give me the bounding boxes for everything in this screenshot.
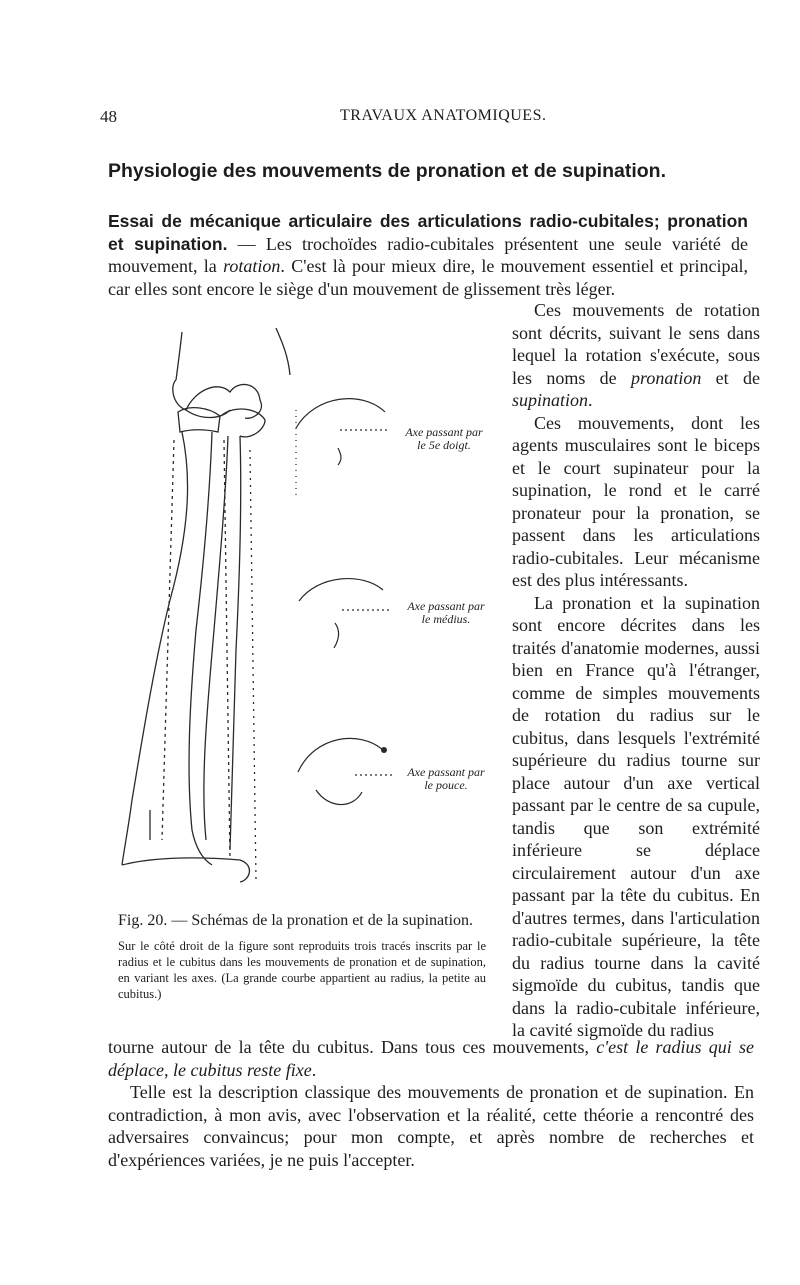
right-column-text — [512, 299, 760, 1042]
forearm-bones-drawing — [122, 328, 296, 882]
trace-5th-finger-large-arc — [296, 399, 385, 428]
right-paragraph-2: Ces mouvements, dont les agents musculaires sont le biceps et le court supinateur pour la supination, le rond et le carré pronateur pour la pronation, se passent dans les articulations radio-cubitales. Leur mécanisme est des plus intéressants. — [512, 412, 760, 590]
intro-bold-heading: Essai de mécanique articulaire des articulations radio-cubitales; pronation et supination. — [108, 211, 748, 254]
rc-p1-text-3: . — [588, 390, 593, 410]
figure-caption-title: Fig. 20. — Schémas de la pronation et de la supination. — [118, 912, 474, 929]
trace-thumb-large-arc — [298, 738, 383, 772]
trace-5th-finger-small-arc — [338, 448, 341, 465]
rc-p1-italic-supination: supination — [512, 390, 589, 410]
section-title: Physiologie des mouvements de pronation et de supination. — [108, 160, 666, 182]
rc-p1-italic-pronation: pronation — [631, 367, 702, 388]
axis-label-5th-finger — [390, 426, 498, 452]
continuation-text-2: . — [311, 1059, 317, 1080]
ulna-outer-edge — [230, 436, 241, 850]
intro-text-2: . C'est là pour mieux dire, le mouvement essentiel et principal, car elles sont encore le siège d'un mouvement de glissement très léger. — [108, 256, 748, 299]
ulna-olecranon — [222, 409, 265, 437]
final-paragraph: Telle est la description classique des mouvements de pronation et de supination. En contradiction, à mon avis, avec l'observation et la réalité, cette théorie a rencontré des adversaires convaincus; pour mon compte, et après nombre de recherches et d'expériences variées, je ne puis l'accepter. — [108, 1082, 754, 1170]
axis-line-outer — [250, 450, 256, 880]
axis-label-thumb-line1: Axe passant par — [407, 765, 485, 779]
axis-line-radius — [162, 440, 174, 840]
intro-paragraph — [108, 210, 748, 300]
radius-head — [178, 408, 220, 432]
axis-label-medius-line1: Axe passant par — [407, 599, 485, 613]
right-paragraph-1 — [512, 299, 760, 412]
humerus-condyles — [173, 380, 262, 418]
right-paragraph-3: La pronation et la supination sont encore décrites dans les traités d'anatomie modernes, aussi bien en France qu'à l'étranger, comme de simples mouvements de rotation du radius sur le cubitus, dans lesquels l'extrémité supérieure du radius tourne sur place autour d'un axe vertical passant par le centre de sa cupule, tandis que son extrémité inférieure se déplace circulairement autour d'un axe passant par la tête du cubitus. En d'autres termes, dans l'articulation radio-cubitale supérieure, la tête du radius tourne dans la cavité sigmoïde du cubitus, tandis que dans la radio-cubitale inférieure, la cavité sigmoïde du radius — [512, 592, 760, 1040]
radius-outer-edge — [122, 432, 188, 865]
trace-thumb-small-arc — [316, 790, 362, 805]
trace-medius-small-arc — [334, 623, 339, 648]
page-number: 48 — [100, 107, 117, 126]
continuation-italic-claim: c'est le radius qui se déplace, le cubitus reste fixe — [108, 1037, 754, 1080]
humerus-right-edge — [276, 328, 290, 375]
running-head: TRAVAUX ANATOMIQUES. — [340, 107, 547, 124]
intro-text-1: — Les trochoïdes radio-cubitales présentent une seule variété de mouvement, la — [108, 233, 749, 276]
axis-line-ulna — [224, 440, 230, 860]
axis-label-medius-line2: le médius. — [421, 612, 471, 626]
radius-inner-edge — [189, 432, 212, 865]
trace-medius-large-arc — [299, 579, 383, 601]
intro-italic-rotation: rotation — [223, 256, 281, 276]
axis-label-medius — [392, 600, 500, 626]
axis-label-thumb-line2: le pouce. — [424, 778, 468, 792]
continuation-paragraph — [108, 1036, 754, 1081]
humerus-left-edge — [176, 332, 182, 380]
rotation-traces — [296, 399, 395, 805]
axis-label-5th-finger-line2: le 5e doigt. — [417, 438, 471, 452]
figure-caption-body: Sur le côté droit de la figure sont reproduits trois tracés inscrits par le radius et le cubitus dans les mouvements de pronation et de supination, en variant les axes. (La grande courbe appartient au radius, la petite au cubitus.) — [118, 939, 486, 1001]
axis-label-5th-finger-line1: Axe passant par — [405, 425, 483, 439]
rc-p1-text-1: Ces mouvements de rotation sont décrits, suivant le sens dans lequel la rotation s'exécute, sous les noms de — [512, 300, 760, 388]
rc-p1-text-2: et de — [701, 367, 760, 388]
axis-label-thumb — [392, 766, 500, 792]
continuation-text-1: tourne autour de la tête du cubitus. Dans tous ces mouvements, — [108, 1037, 597, 1057]
radius-distal-end — [122, 858, 249, 882]
thumb-trace-marker — [381, 747, 387, 753]
bottom-text — [108, 1036, 754, 1171]
